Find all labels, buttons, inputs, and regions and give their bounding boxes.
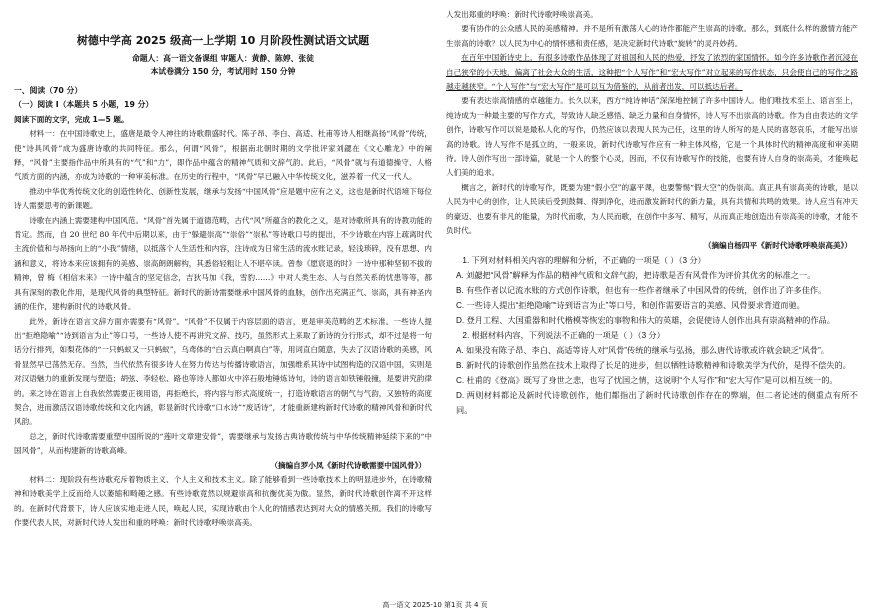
right-column: [446, 8, 858, 418]
material2-paragraph: 概言之，新时代的诗歌写作，既要为建“假小空”的嘉平课，也要警惕“假大空”的伪崇高。真正具有崇高美的诗歌，是以人民为中心的创作，让人民读后受到鼓舞、得到净化，进而激发新时代的新力量，具有共情和共鸣的效果。诗人应当有冲天的豪迈、也要有非凡的能量，为时代而歌，为人民而歌，在创作中多写、精写，从而真正地创造出有崇高美的诗歌，才能不负时代。: [446, 182, 858, 236]
page-footer: 高一语文 2025-10 第1页 共 4 页: [382, 601, 488, 609]
section-heading: 一、阅读（70 分）: [14, 86, 83, 95]
material1-paragraph: 材料一：在中国诗歌史上，盛唐是最令人神往的诗歌鼎盛时代。陈子昂、李白、高适、杜甫等诗人相继高扬“风骨”传统，使“诗具风骨”成为盛唐诗歌的共同特征。那么，何谓“风骨”，根据南北朝时期的文学批评家刘勰在《文心雕龙》中的阐释，“风骨”主要指作品中所具有的“气”和“力”，即作品中蕴含的精神气质和文辞气韵。此后，“风骨”就与有道德操守、人格气质方面的内涵，亦成为诗歌的一种审美标准。在历史的行程中，“风骨”早已融入中华传统文化，滋养着一代又一代人。: [14, 129, 432, 182]
material2-paragraph: 要有协作的公众感人民的美感精神。并不是所有激荡人心的诗作都能产生崇高的诗歌。那么，到底什么样的激情方能产生崇高的诗歌？以人民为中心的情怀感和责任感，是决定新时代诗歌“旋转”的灵丹妙药。: [446, 24, 858, 48]
option-b[interactable]: B. 有些作者以记流水账的方式创作诗歌，但也有一些作者继承了中国风骨的传统，创作出了许多佳作。: [456, 285, 827, 295]
option-b[interactable]: B. 新时代的诗歌创作虽然在技术上取得了长足的进步，但以牺牲诗歌精神和诗歌美学为代价，是得不偿失的。: [456, 360, 851, 370]
option-a[interactable]: A. 刘勰把“风骨”解释为作品的精神气质和文辞气韵，把诗歌是否有风骨作为评价其优劣的标准之一。: [456, 270, 816, 280]
score-line: 本试卷满分 150 分，考试用时 150 分钟: [150, 67, 296, 76]
author-line: 命题人：高一语文备课组 审题人：黄静、陈婷、张徒: [131, 54, 315, 63]
material2-paragraph-underlined: 在百年中国新诗史上，有很多诗歌作品体现了对祖国和人民的热爱，抒发了浓烈的家国情怀。如今许多诗歌作者沉浸在自己狭窄的小天地，偏离了社会大众的生活，这种把“个人写作”和“宏大写作”对立起来的写作状态，只会使自己的写作之路越走越狭窄。“个人写作”与“宏大写作”是可以互为借鉴的，从前者出发，可以抵达后者。: [446, 53, 858, 92]
material1-source: （摘编自罗小凤《新时代诗歌需要中国风骨》）: [270, 460, 426, 470]
material1-paragraph: 此外，新诗在语言文辞方面亦需要有“风骨”。“风骨”不仅属于内容层面的语言，更是审美范畴的艺术标准。一些诗人提出“拒绝隐喻”“诗到语言为止”等口号，一些诗人使不再讲究文辞、技巧，虽然形式上来取了新诗的分行形式，却不过是将一句话分行排列，如梨花体的“一只蚂蚁又一只蚂蚁”，乌鸢体的“白云真白啊真白”等，用词直白随意，失去了汉语诗歌的美感，风骨显然早已荡然无存。当然，当代依然有很多诗人在努力传达与传播诗歌语言，加强维系其诗中试图构造的汉语中国，实则是对汉语魅力的重新发现与塑造；胡弦、李轻松、路也等诗人都如火中淬石般地锤炼诗句，诗的语言如铁锤般撞，是要讲究韵律的。来之诗在语言上自我依然需要正视用语，再拒绝长，将内容与形式高度统一，打造诗歌语言的朝气与气韵，又独特的高度契合，进而激活汉语诗歌传统和文化内涵，彰显新时代诗歌“口水诗”“废话诗”，才能重新建构新时代诗歌的精神风骨和新时代风韵。: [14, 316, 432, 427]
question-2: [446, 328, 858, 418]
question-stem: 2. 根据材料内容，下列说法不正确的一项是（ ）（3 分）: [462, 330, 665, 340]
material2-continuation: 人发出郑重的呼唤：新时代诗歌呼唤崇高美。: [446, 10, 598, 19]
option-d[interactable]: D. 登月工程、大国重器和时代楷模等恢宏的事物和伟大的英雄，会促使诗人创作出具有崇高精神的作品。: [456, 315, 835, 325]
option-a[interactable]: A. 如果没有陈子昂、李白、高适等诗人对“风骨”传统的继承与弘扬，那么唐代诗歌或许就会缺乏“风骨”。: [456, 345, 829, 355]
instruction: 阅读下面的文字，完成 1—5 题。: [14, 114, 129, 124]
exam-title: 树德中学高 2025 级高一上学期 10 月阶段性测试语文试题: [76, 34, 370, 47]
option-c[interactable]: C. 一些诗人提出“拒绝隐喻”“诗到语言为止”等口号，和创作需要语言的美感、风骨要求背道而驰。: [456, 300, 805, 310]
material1-paragraph: 诗歌在内涵上需要建构中国风范。“风骨”首先属于道德范畴，古代“风”所蕴含的教化之义，是对诗歌所具有的诗教功能的肯定。然而，自 20 世纪 80 年代中后期以来，由于“躲避崇高”“崇俗”“崇私”等诗歌口号的提出，不少诗歌在内容上疏离时代主流价值和与昂扬向上的“小我”情绪，以抵落个人生活性和内容，注诗成为日常生活的流水账记录，轻浅琐碎，没有思想、内涵和意义，将诗本来应该拥有的美感、崇高朗朗解构，其悉俗轻粗让人不堪卒读。曾参《愿宸退的时》一诗中那种坚韧不拔的精神，曾 梅《相信未来》一诗中蕴含的坚定信念，吉狄马加《我，雪豹……》中对人类生态、人与自然关系的忧患等等，都具有深刻的教化作用，是现代风骨的典型特征。新时代的新诗需要继承中国风骨的血脉，创作出充满正气、崇高，具有神圣内涵的佳作，建构新时代的诗歌风骨。: [14, 215, 432, 312]
option-c[interactable]: C. 杜甫的《登高》既写了身世之悲，也写了忧国之情，这说明“个人写作”和“宏大写作”是可以相互统一的。: [456, 375, 838, 385]
material2-paragraph: 要有表达崇高情感的卓越能力。长久以来，西方“纯诗神话”深深地控制了许多中国诗人。他们唯技术至上、语言至上，纯诗成为一种最主要的写作方式，导致诗人缺乏感悟、缺乏力量和自身情怀，诗人写不出崇高的诗歌。作为自由表达的文学创作，诗歌写作可以说是最私人化的写作，仍然应该以表现人民为己任，这里的诗人所写的是人民的喜怒哀乐，才能写出崇高的诗歌。诗人写作不是孤立的，一般来说，新时代诗歌写作应有一种主体风格，它是一个具体时代的精神高度和审美期待。诗人创作写出一部诗篇，就是一个人的整个心灵，因而，不仅有诗歌写作的技能，也要有诗人自身的崇高美，才能唤起人们美的追求。: [446, 96, 858, 178]
sub-heading: （一）阅读 I（本题共 5 小题，19 分）: [14, 100, 154, 110]
material1-paragraph: 总之，新时代诗歌需要重塑中国所说的“莲叶文章建安骨”，需要继承与发扬古典诗歌传统与中华传统精神延续下来的“中国风骨”，从而构建新的诗歌高峰。: [14, 431, 432, 456]
material2-lead: 材料二：现阶段有些诗歌充斥着物质主义、个人主义和技术主义。除了能够看到一些诗歌技术上的明显进步外，在诗歌精神和诗歌美学上反而给人以萎缩和畸趣之感。有些诗歌竟然以规避崇高和抗衡优美为傲。显然，新时代诗歌创作离不开这样的。在新时代背景下，诗人应该实地走进人民，唤起人民，实现诗歌由个人化的情感表达到对大众的情感关照。我们的诗歌写作要代表人民，对新时代诗人发出和重的呼唤：新时代诗歌呼唤崇高美。: [14, 474, 432, 528]
material1-paragraph: 推动中华优秀传统文化的创造性转化、创新性发展，继承与发扬“中国风骨”应是题中应有之义，这也是新时代语境下每位诗人需要思考的新课题。: [14, 186, 432, 211]
option-d[interactable]: D. 两则材料都论及新时代诗歌创作，他们都指出了新时代诗歌创作存在的弊端，但二者论述的侧重点有所不同。: [456, 390, 858, 415]
material2-source: （摘编自杨四平《新时代诗歌呼唤崇高美》）: [703, 240, 852, 250]
left-column: [14, 8, 432, 531]
question-1: [446, 253, 858, 328]
question-stem: 1. 下列对材料相关内容的理解和分析，不正确的一项是（ ）（3 分）: [462, 255, 706, 265]
